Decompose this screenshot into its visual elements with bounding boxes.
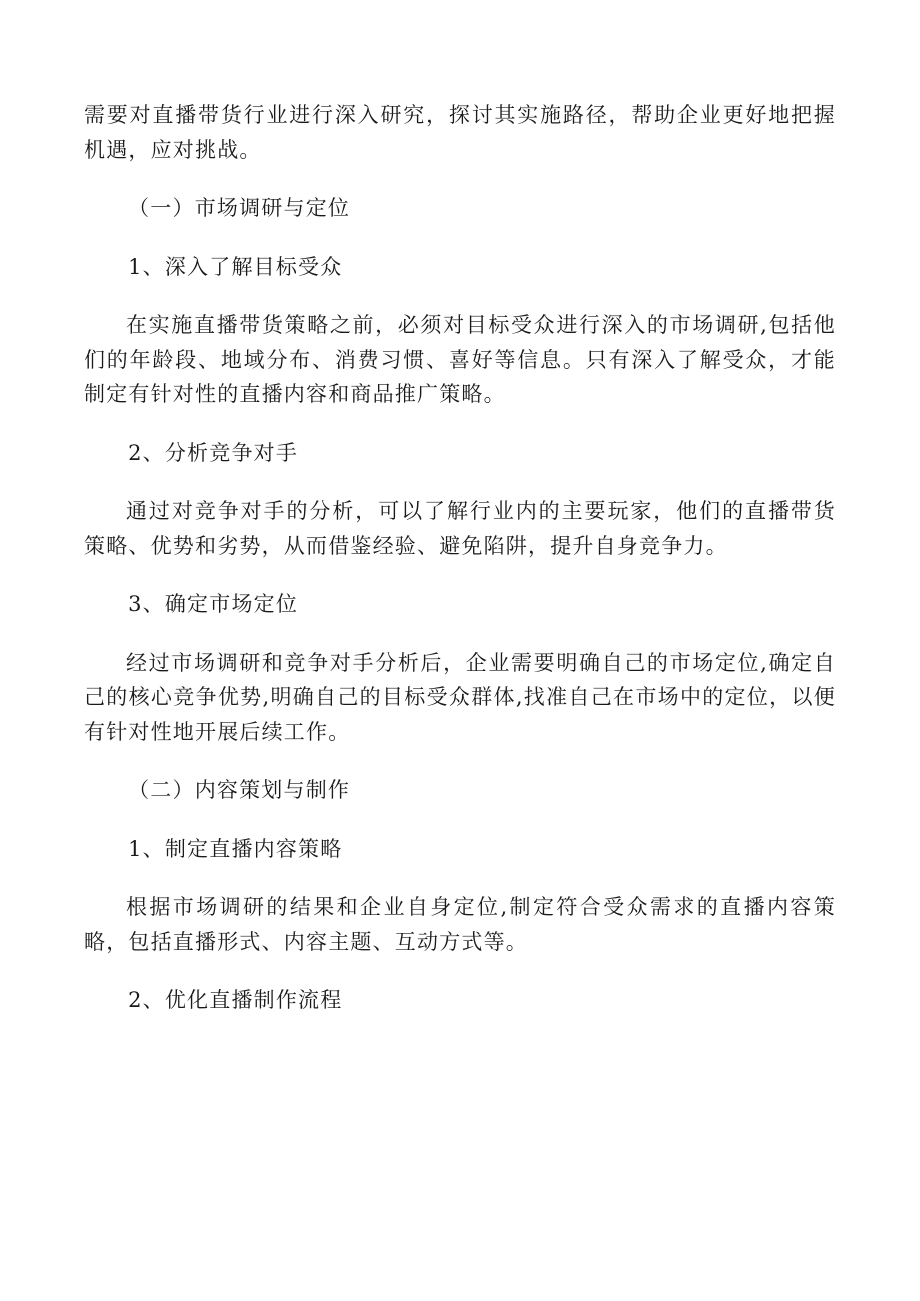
subsection-heading-production-flow: 2、优化直播制作流程 (128, 988, 343, 1012)
paragraph-positioning: 经过市场调研和竞争对手分析后，企业需要明确自己的市场定位,确定自己的核心竞争优势,明确自己的目标受众群体,找准自己在市场中的定位，以便有针对性地开展后续工作。 (84, 650, 836, 744)
subsection-heading-competitors: 2、分析竞争对手 (128, 440, 299, 465)
paragraph-target-audience: 在实施直播带货策略之前，必须对目标受众进行深入的市场调研,包括他们的年龄段、地域分布、消费习惯、喜好等信息。只有深入了解受众，才能制定有针对性的直播内容和商品推广策略。 (84, 313, 836, 406)
subsection-heading-positioning: 3、确定市场定位 (128, 592, 299, 616)
section-heading-content-planning: （二）内容策划与制作 (128, 778, 351, 802)
subsection-heading-content-strategy: 1、制定直播内容策略 (128, 836, 343, 861)
document-body (84, 98, 836, 1018)
paragraph-competitors: 通过对竞争对手的分析，可以了解行业内的主要玩家，他们的直播带货策略、优势和劣势，从而借鉴经验、避免陷阱，提升自身竞争力。 (84, 499, 836, 558)
subsection-heading-target-audience: 1、深入了解目标受众 (128, 254, 343, 279)
section-heading-market-research: （一）市场调研与定位 (128, 196, 351, 220)
paragraph-intro-continued: 需要对直播带货行业进行深入研究，探讨其实施路径，帮助企业更好地把握机遇，应对挑战。 (84, 103, 836, 162)
paragraph-content-strategy: 根据市场调研的结果和企业自身定位,制定符合受众需求的直播内容策略，包括直播形式、内容主题、互动方式等。 (84, 895, 836, 954)
